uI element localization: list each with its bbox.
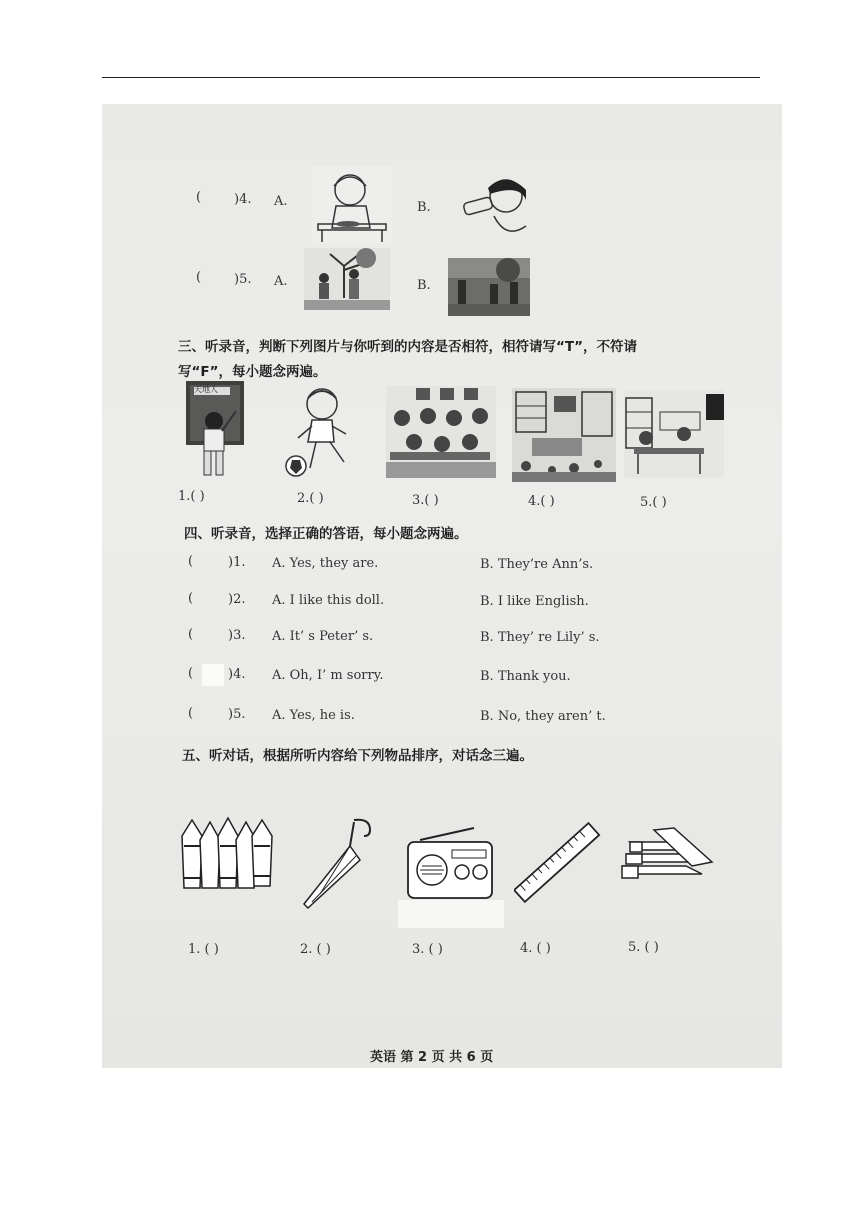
s4-q4-option-a[interactable]: A. Oh, I’ m sorry. [272,668,384,683]
crayons-icon [178,816,276,892]
s4-q2-option-b[interactable]: B. I like English. [480,594,589,609]
section4-heading: 四、听录音，选择正确的答语，每小题念两遍。 [184,526,468,542]
section3-heading-line2: 写“F”，每小题念两遍。 [178,364,327,380]
children-park-illustration [448,258,530,316]
messy-room-picture [512,388,616,482]
s4-q4-number: )4. [228,667,246,682]
radio-icon [404,826,496,902]
s4-q3-option-b[interactable]: B. They’ re Lily’ s. [480,630,600,645]
s5-answer-1[interactable]: 1. ( ) [188,942,219,957]
girl-drinking-illustration [460,170,540,240]
s4-open-paren-2: ( [188,591,194,606]
s3-answer-4[interactable]: 4.( ) [528,494,555,509]
s4-q2-option-a[interactable]: A. I like this doll. [272,593,385,608]
q4-option-a: A. [274,194,288,209]
s3-answer-3[interactable]: 3.( ) [412,493,439,508]
s4-q5-option-b[interactable]: B. No, they aren’ t. [480,709,606,724]
ruler-icon [514,820,602,908]
erased-smudge [202,664,224,686]
q5-option-b: B. [417,278,431,293]
books-icon [616,826,714,884]
s3-answer-1[interactable]: 1.( ) [178,489,205,504]
q5-number: )5. [234,272,252,287]
s5-answer-3[interactable]: 3. ( ) [412,942,443,957]
page-footer: 英语 第 2 页 共 6 页 [370,1050,494,1065]
s3-answer-2[interactable]: 2.( ) [297,491,324,506]
s4-open-paren-4: ( [188,666,194,681]
q4-open-paren: ( [196,190,202,205]
s4-open-paren-3: ( [188,627,194,642]
s4-q3-number: )3. [228,628,246,643]
worksheet-photo [102,104,782,1068]
blackboard-sign-text: 天地人 [194,385,218,394]
s4-open-paren-1: ( [188,554,194,569]
s4-open-paren-5: ( [188,706,194,721]
s4-q4-option-b[interactable]: B. Thank you. [480,669,571,684]
s5-answer-5[interactable]: 5. ( ) [628,940,659,955]
s4-q2-number: )2. [228,592,246,607]
classroom-students-picture [386,386,496,478]
s4-q1-option-a[interactable]: A. Yes, they are. [272,556,379,571]
section3-heading-line1: 三、听录音，判断下列图片与你听到的内容是否相符，相符请写“T”，不符请 [178,339,637,355]
s5-answer-2[interactable]: 2. ( ) [300,942,331,957]
s4-q5-number: )5. [228,707,246,722]
s4-q1-option-b[interactable]: B. They’re Ann’s. [480,557,594,572]
children-planting-tree-illustration [304,248,390,310]
library-reading-picture [624,390,724,478]
s4-q1-number: )1. [228,555,246,570]
s5-answer-4[interactable]: 4. ( ) [520,941,551,956]
s4-q5-option-a[interactable]: A. Yes, he is. [272,708,355,723]
q5-open-paren: ( [196,270,202,285]
header-rule [102,77,760,78]
white-correction-patch [398,900,504,928]
q4-option-b: B. [417,200,431,215]
girl-eating-illustration [312,166,392,244]
q4-number: )4. [234,192,252,207]
s4-q3-option-a[interactable]: A. It’ s Peter’ s. [272,629,374,644]
q5-option-a: A. [274,274,288,289]
boy-playing-football-picture [282,384,354,478]
section5-heading: 五、听对话，根据所听内容给下列物品排序，对话念三遍。 [182,748,533,764]
girl-at-blackboard-picture [186,381,246,477]
s3-answer-5[interactable]: 5.( ) [640,495,667,510]
umbrella-icon [298,816,378,912]
